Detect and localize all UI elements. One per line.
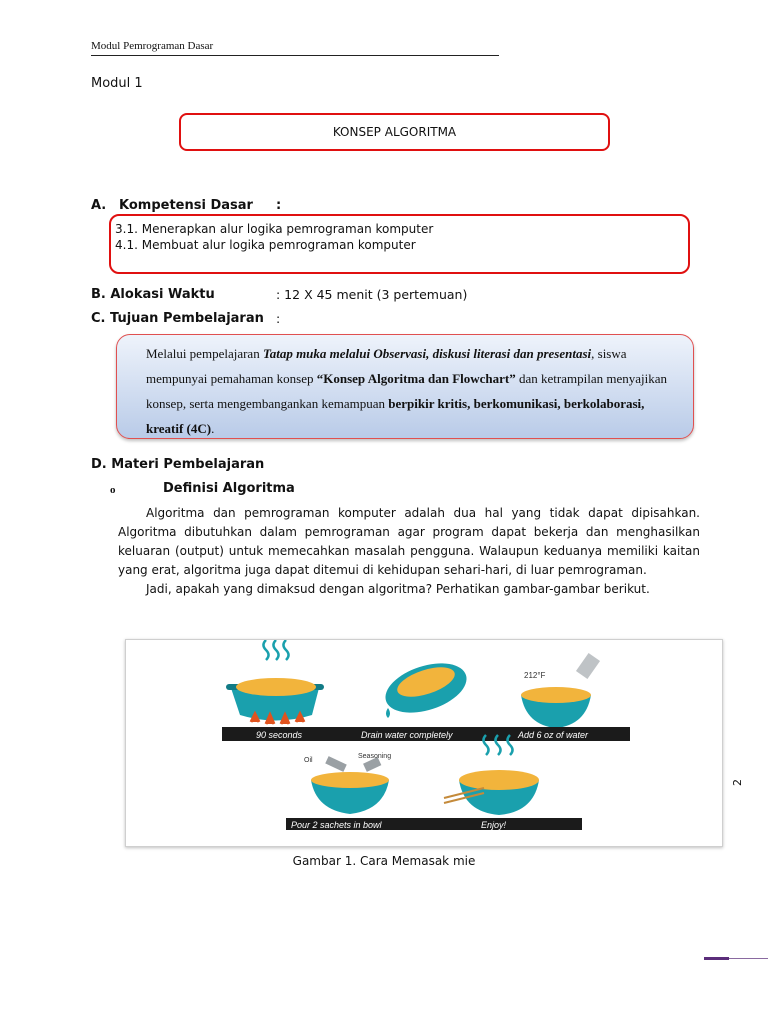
main-title-box <box>179 113 610 151</box>
definisi-paragraph-1: Algoritma dan pemrograman komputer adalah dua hal yang tidak dapat dipisahkan. Algoritma dibutuhkan dalam pemrograman agar program dapat bekerja dan menghasilkan keluaran (output) untuk memecahkan masalah pengguna. Walaupun keduanya memiliki kaitan yang erat, algoritma juga dapat ditemui di kehidupan sehari-hari, di luar pemrograman. <box>118 506 700 577</box>
section-c-title: C. Tujuan Pembelajaran <box>91 311 264 326</box>
section-a-colon: : <box>276 198 282 213</box>
main-title: KONSEP ALGORITMA <box>332 125 457 139</box>
bullet-marker: o <box>110 484 116 496</box>
step-season-image <box>304 753 391 814</box>
definisi-paragraphs <box>118 504 700 599</box>
section-c-colon: : <box>276 311 281 326</box>
step-water-image <box>521 653 600 728</box>
definisi-subtitle: Definisi Algoritma <box>163 481 295 496</box>
oil-label: Oil <box>304 757 313 764</box>
water-drop-icon <box>386 708 390 718</box>
tujuan-part-3: , siswa mempunyai pemahaman konsep <box>146 346 627 386</box>
noodle-illustration <box>126 640 722 846</box>
measuring-cup-icon <box>576 653 600 679</box>
section-a-title: Kompetensi Dasar <box>119 198 253 213</box>
section-b-title: B. Alokasi Waktu <box>91 287 215 302</box>
tujuan-text <box>146 341 676 441</box>
season-bowl-noodles <box>311 772 389 788</box>
header-title: Modul Pemrograman Dasar <box>91 40 214 52</box>
section-a-letter: A. <box>91 198 107 213</box>
steam-icon <box>264 640 289 660</box>
label-add-water: Add 6 oz of water <box>518 730 589 740</box>
definisi-paragraph-2: Jadi, apakah yang dimaksud dengan algoritma? Perhatikan gambar-gambar berikut. <box>146 582 650 596</box>
header-rule <box>91 55 499 56</box>
step-enjoy-image <box>444 735 539 815</box>
noodle-icon <box>236 678 316 696</box>
enjoy-bowl-noodles <box>459 770 539 790</box>
tujuan-part-1: Melalui pempelajaran <box>146 346 263 361</box>
footer-accent-line <box>729 958 768 959</box>
tujuan-part-7: . <box>211 421 215 436</box>
noodle-figure <box>125 639 723 847</box>
figure-caption: Gambar 1. Cara Memasak mie <box>292 854 476 868</box>
kompetensi-item-2: 4.1. Membuat alur logika pemrograman komputer <box>115 238 416 252</box>
section-a-heading <box>91 198 253 213</box>
temperature-label: 212°F <box>524 671 546 680</box>
oil-sachet-icon <box>325 756 347 772</box>
page-number: 2 <box>731 779 744 786</box>
label-enjoy: Enjoy! <box>481 820 507 830</box>
modul-label: Modul 1 <box>91 76 143 91</box>
step-drain-image <box>379 654 472 722</box>
kompetensi-item-1: 3.1. Menerapkan alur logika pemrograman komputer <box>115 222 434 236</box>
label-pour-sachets: Pour 2 sachets in bowl <box>291 820 382 830</box>
tujuan-4c: berpikir kritis, berkomunikasi, berkolaborasi, kreatif (4C) <box>146 396 645 436</box>
tujuan-part-5: dan ketrampilan menyajikan konsep, serta mengembangankan kemampuan <box>146 371 668 411</box>
seasoning-label: Seasoning <box>358 753 392 760</box>
footer-accent-bar <box>704 957 729 960</box>
section-d-title: D. Materi Pembelajaran <box>91 457 265 472</box>
step-boil-image <box>226 640 324 724</box>
label-90-seconds: 90 seconds <box>256 730 303 740</box>
tujuan-concept: “Konsep Algoritma dan Flowchart” <box>316 371 516 386</box>
alokasi-waktu-value: : 12 X 45 menit (3 pertemuan) <box>276 287 468 302</box>
bowl-noodles <box>521 687 591 703</box>
label-drain: Drain water completely <box>361 730 453 740</box>
tujuan-method: Tatap muka melalui Observasi, diskusi literasi dan presentasi <box>262 346 592 361</box>
